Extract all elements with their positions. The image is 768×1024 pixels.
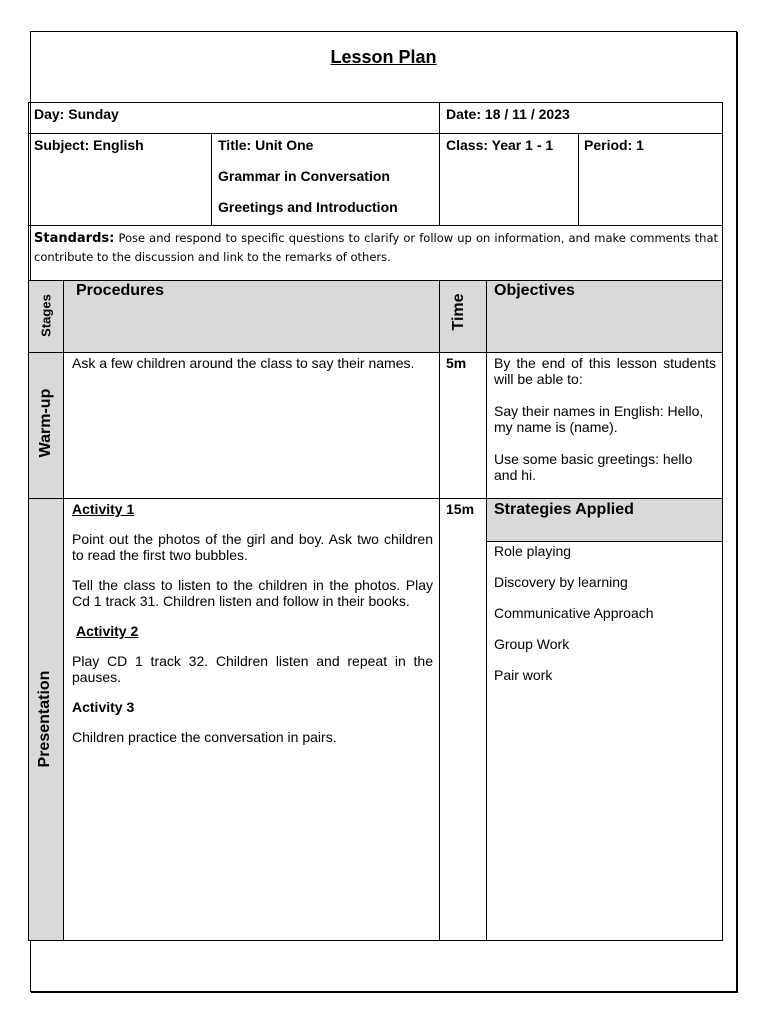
subject-label: Subject:: [34, 137, 90, 153]
date-value: 18 / 11 / 2023: [484, 106, 570, 122]
activity-3-step-1: Children practice the conversation in pairs.: [72, 729, 337, 745]
period-label: Period:: [584, 137, 633, 153]
standards-field: [34, 229, 718, 266]
subject-value: English: [93, 137, 144, 153]
presentation-procedures: [72, 501, 433, 745]
objective-intro: By the end of this lesson students will be able to:: [494, 355, 716, 387]
activity-1-step-2: Tell the class to listen to the children in the photos. Play Cd 1 track 31. Children listen and follow in their books.: [72, 577, 433, 609]
activity-2-title: Activity 2: [76, 623, 139, 639]
activity-1-step-1: Point out the photos of the girl and boy. Ask two children to read the first two bubbles.: [72, 531, 433, 563]
activity-3-title: Activity 3: [72, 699, 135, 715]
strategies-list: [494, 543, 714, 683]
subject-field: [34, 137, 209, 153]
activity-1-title: Activity 1: [72, 501, 135, 517]
page-title: Lesson Plan: [330, 47, 437, 67]
time-header: Time: [450, 293, 467, 331]
title-label: Title:: [218, 137, 252, 153]
warmup-time: 5m: [446, 355, 467, 371]
objective-item-2: Use some basic greetings: hello and hi.: [494, 451, 693, 483]
strategy-item: Communicative Approach: [494, 605, 654, 621]
strategy-item: Discovery by learning: [494, 574, 628, 590]
presentation-time: 15m: [446, 501, 475, 517]
warmup-procedure: Ask a few children around the class to say their names.: [72, 355, 415, 371]
strategy-item: Group Work: [494, 636, 570, 652]
strategy-item: Role playing: [494, 543, 572, 559]
objective-item-1: Say their names in English: Hello, my name is (name).: [494, 403, 704, 435]
objectives-header: Objectives: [494, 282, 575, 299]
activity-2-step-1: Play CD 1 track 32. Children listen and repeat in the pauses.: [72, 653, 433, 685]
strategy-item: Pair work: [494, 667, 553, 683]
day-value: Sunday: [68, 106, 119, 122]
stage-warmup-label: Warm-up: [37, 388, 54, 458]
title-value: Unit One: [255, 137, 314, 153]
period-value: 1: [636, 137, 644, 153]
date-field: [446, 106, 716, 122]
date-label: Date:: [446, 106, 482, 122]
day-field: [34, 106, 434, 122]
stage-presentation-label: Presentation: [36, 670, 53, 768]
procedures-header: Procedures: [76, 282, 165, 299]
stages-header: Stages: [38, 294, 54, 337]
period-field: [584, 137, 719, 153]
title-line-3: Greetings and Introduction: [218, 199, 398, 215]
class-field: [446, 137, 576, 153]
title-field: [218, 130, 438, 223]
warmup-objectives: [494, 355, 716, 483]
standards-text: Pose and respond to specific questions to clarify or follow up on information, and make comments that contribute to the discussion and link to the remarks of others.: [34, 231, 718, 264]
day-label: Day:: [34, 106, 65, 122]
standards-label: Standards:: [34, 231, 115, 246]
title-line-2: Grammar in Conversation: [218, 168, 390, 184]
strategies-header: Strategies Applied: [494, 501, 634, 518]
class-value: Year 1 - 1: [491, 137, 554, 153]
class-label: Class:: [446, 137, 489, 153]
